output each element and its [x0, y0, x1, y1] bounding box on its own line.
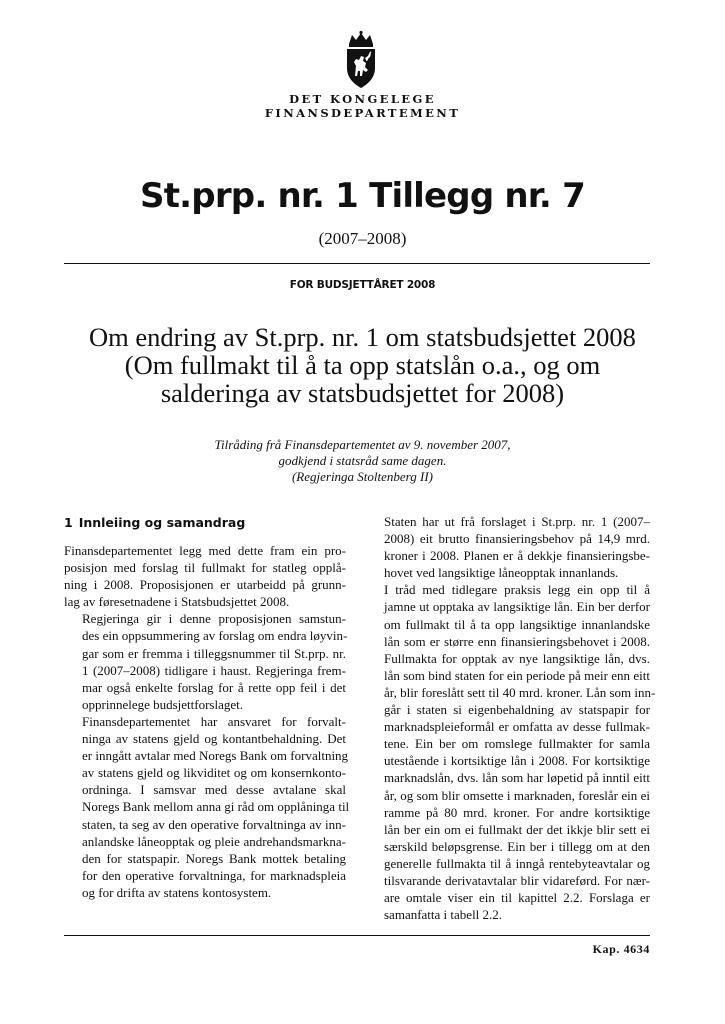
text-line: går i staten si eigenbehaldning av statspapir for: [384, 702, 650, 718]
section-number: 1: [64, 515, 73, 530]
paragraph: [366, 581, 656, 923]
text-line: den for statspapir. Noregs Bank mottek betaling: [82, 850, 346, 866]
text-line: kroner i 2008. Planen er å dekkje finansieringsbe-: [384, 548, 650, 564]
text-line: des ein oppsummering av forslag om endra løyvin-: [82, 628, 348, 644]
paragraph: [366, 513, 650, 581]
text-line: staten, ta seg av den operative forvaltninga av inn-: [82, 816, 346, 832]
text-line: Noregs Bank mellom anna gi råd om opplåninga til: [82, 799, 350, 815]
text-line: I tråd med tidlegare praksis legg ein opp til å: [384, 582, 650, 598]
text-line: samanfatta i tabell 2.2.: [384, 907, 503, 923]
coat-of-arms-icon: [335, 30, 387, 90]
text-line: og for drifta av statens kontosystem.: [82, 884, 272, 900]
text-line: anlandske låneopptak og pleie andrehandsmarkna-: [82, 833, 346, 849]
document-title: St.prp. nr. 1 Tillegg nr. 7: [140, 176, 585, 216]
left-column: [64, 542, 350, 901]
text-line: utestående i kortsiktige lån i 2008. For kortsiktige: [384, 753, 650, 769]
text-line: opprinnelege budsjettforslaget.: [82, 696, 244, 712]
text-line: år, og som blir omsette i marknaden, foreslår ein ei: [384, 787, 650, 803]
text-line: år, blir foreslått sett til 40 mrd. kroner. Lån som inn-: [384, 684, 656, 700]
right-column: [366, 513, 656, 923]
text-line: mar også enkelte forslag for å rette opp feil i det: [82, 679, 346, 695]
chapter-reference: Kap. 4634: [592, 942, 650, 956]
text-line: av statens gjeld og likviditet og om konsernkonto-: [82, 765, 346, 781]
text-line: for den operative forvaltninga, for marknadspleia: [82, 867, 346, 883]
text-line: ning i 2008. Proposisjonen er utarbeidd på grunn-: [64, 577, 346, 593]
text-line: posisjon med forslag til fullmakt for statleg opplå-: [64, 560, 346, 576]
recommendation-line-3: (Regjeringa Stoltenberg II): [291, 469, 434, 484]
top-divider: [64, 263, 650, 264]
text-line: ordninga. I samsvar med desse avtalane skal: [82, 782, 346, 798]
text-line: 2008) eit brutto finansieringsbehov på 14,9 mrd.: [384, 531, 650, 547]
section-heading: [64, 515, 354, 530]
text-line: hovet ved langsiktige låneopptak innanlands.: [384, 565, 619, 581]
ministry-name-line2: FINANSDEPARTEMENT: [264, 106, 461, 120]
text-line: ninga av statens gjeld og kontantbehaldning. Det: [82, 731, 346, 747]
budget-year-label: FOR BUDSJETTÅRET 2008: [289, 279, 436, 291]
text-line: Finansdepartementet har ansvaret for forvalt-: [82, 713, 346, 729]
recommendation-line-1: Tilråding frå Finansdepartementet av 9. november 2007,: [214, 437, 511, 452]
subject-line-3: salderinga av statsbudsjettet for 2008): [160, 378, 565, 408]
text-line: are omtale viser ein til kapittel 2.2. Forslaga er: [384, 890, 650, 906]
text-line: marknadslån, dvs. lån som har løpetid på inntil eitt: [384, 770, 650, 786]
text-line: generelle fullmakta til å inngå rentebyteavtalar og: [384, 855, 650, 871]
paragraph: [64, 542, 346, 610]
text-line: Staten har ut frå forslaget i St.prp. nr. 1 (2007–: [384, 514, 650, 529]
text-line: er inngått avtalar med Noregs Bank om forvaltning: [82, 748, 349, 764]
section-title: Innleiing og samandrag: [78, 515, 246, 530]
text-line: lån ber ein om ei fullmakt der det ikkje blir sett ei: [384, 821, 650, 837]
text-line: Fullmakta for opptak av nye langsiktige lån, dvs.: [384, 650, 650, 666]
ministry-name-line1: DET KONGELEGE: [289, 92, 436, 106]
text-line: lån som er større enn finansieringsbehovet i 2008.: [384, 633, 650, 649]
text-line: lån som bind staten for ein periode på meir enn eitt: [384, 667, 650, 683]
subject-line-1: Om endring av St.prp. nr. 1 om statsbudsjettet 2008: [89, 322, 636, 352]
text-line: om fullmakt til å ta opp langsiktige innanlandske: [384, 616, 650, 632]
footer-divider: [64, 935, 650, 936]
text-line: lag av føresetnadene i Statsbudsjettet 2008.: [64, 594, 290, 610]
text-line: særskild beløpsgrense. Ein ber i tillegg om at den: [384, 838, 650, 854]
text-line: tilsvarande derivatavtalar blir vidareførd. For nær-: [384, 872, 650, 888]
text-line: ramme på 80 mrd. kroner. For andre kortsiktige: [384, 804, 650, 820]
paragraph: [64, 610, 346, 713]
text-line: Regjeringa gir i denne proposisjonen samstun-: [82, 611, 346, 627]
session-years: (2007–2008): [318, 229, 407, 248]
recommendation-line-2: godkjend i statsråd same dagen.: [278, 453, 447, 468]
subject-line-2: (Om fullmakt til å ta opp statslån o.a., og om: [124, 350, 601, 380]
paragraph: [64, 713, 350, 901]
text-line: tene. Ein ber om romslege fullmakter for samla: [384, 736, 650, 752]
text-line: jamne ut opptaka av langsiktige lån. Ein ber derfor: [384, 599, 650, 615]
text-line: gar som er fremma i tilleggsnummer til St.prp. nr.: [82, 645, 346, 661]
text-line: marknadspleieformål er omfatta av desse fullmak-: [384, 719, 650, 735]
text-line: Finansdepartementet legg med dette fram ein pro-: [64, 543, 346, 558]
text-line: 1 (2007–2008) tidligare i haust. Regjeringa frem-: [82, 662, 346, 678]
